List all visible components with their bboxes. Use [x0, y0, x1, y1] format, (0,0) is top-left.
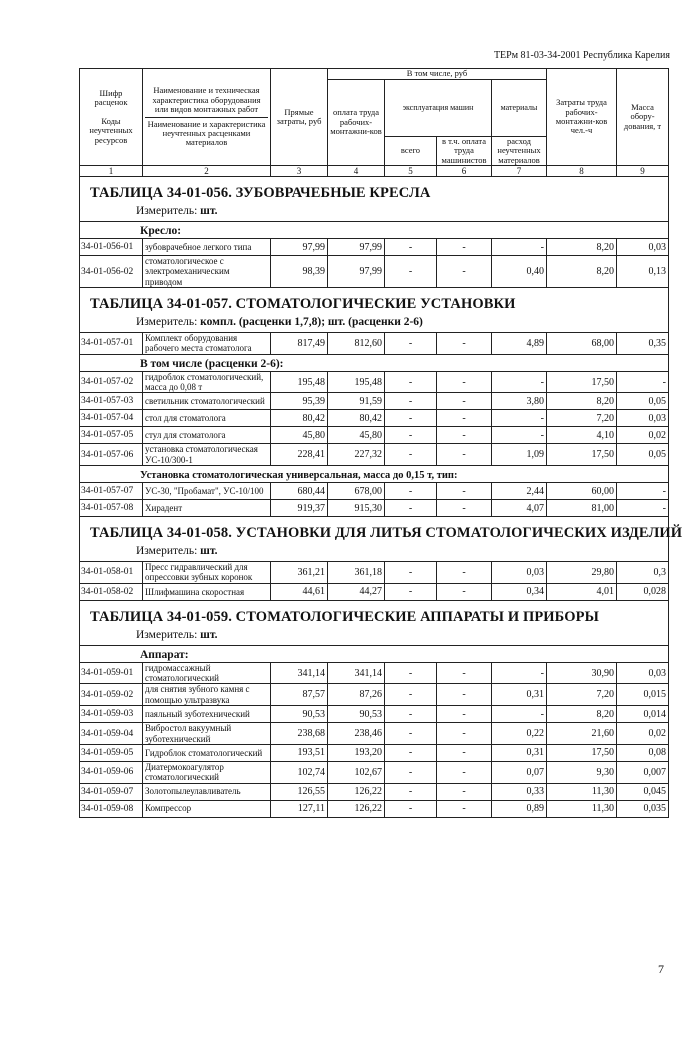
- row-code: 34-01-058-01: [80, 562, 143, 584]
- row-wages: 87,26: [328, 684, 385, 706]
- header-name: Наименование и техническая характеристика оборудования или видов монтажных работ Наименование и характеристика неучтенных расценками материалов: [143, 69, 271, 166]
- row-machines: -: [385, 662, 437, 684]
- row-labor: 8,20: [547, 706, 617, 723]
- row-code: 34-01-057-03: [80, 393, 143, 410]
- row-machines: -: [385, 256, 437, 288]
- row-code: 34-01-059-05: [80, 744, 143, 761]
- row-name: Шлифмашина скоростная: [143, 583, 271, 600]
- row-mass: 0,05: [617, 393, 669, 410]
- document-reference: ТЕРм 81-03-34-2001 Республика Карелия: [493, 50, 670, 61]
- row-labor: 7,20: [547, 410, 617, 427]
- row-code: 34-01-057-06: [80, 444, 143, 466]
- row-labor: 9,30: [547, 761, 617, 783]
- row-machinist-wages: -: [437, 706, 492, 723]
- header-materials-cost: расход неучтенных материалов: [492, 136, 547, 165]
- row-labor: 11,30: [547, 783, 617, 800]
- table-subheader: Аппарат:: [80, 645, 669, 662]
- row-machines: -: [385, 783, 437, 800]
- row-materials: 0,31: [492, 744, 547, 761]
- row-machines: -: [385, 393, 437, 410]
- row-labor: 29,80: [547, 562, 617, 584]
- row-labor: 7,20: [547, 684, 617, 706]
- row-name: Комплект оборудования рабочего места стоматолога: [143, 333, 271, 355]
- row-materials: 3,80: [492, 393, 547, 410]
- row-machinist-wages: -: [437, 427, 492, 444]
- section-title: ТАБЛИЦА 34-01-059. СТОМАТОЛОГИЧЕСКИЕ АППАРАТЫ И ПРИБОРЫ: [90, 608, 599, 625]
- row-machines: -: [385, 239, 437, 256]
- header-machinist-wages: в т.ч. оплата труда машинистов: [437, 136, 492, 165]
- row-code: 34-01-059-07: [80, 783, 143, 800]
- row-materials: 4,07: [492, 500, 547, 517]
- column-numbers-row: 1 2 3 4 5 6 7 8 9: [80, 166, 669, 177]
- row-machinist-wages: -: [437, 783, 492, 800]
- row-wages: 126,22: [328, 783, 385, 800]
- row-name: УС-30, "Пробамат", УС-10/100: [143, 483, 271, 500]
- row-machinist-wages: -: [437, 800, 492, 817]
- row-direct: 102,74: [271, 761, 328, 783]
- table-row: [80, 371, 669, 393]
- row-machinist-wages: -: [437, 723, 492, 745]
- row-machinist-wages: -: [437, 562, 492, 584]
- row-name: стул для стоматолога: [143, 427, 271, 444]
- row-name: зубоврачебное легкого типа: [143, 239, 271, 256]
- row-labor: 8,20: [547, 256, 617, 288]
- row-materials: 0,22: [492, 723, 547, 745]
- header-machines-total: всего: [385, 136, 437, 165]
- row-materials: 4,89: [492, 333, 547, 355]
- section-measure: Измеритель: шт.: [136, 545, 218, 558]
- row-mass: 0,02: [617, 427, 669, 444]
- row-machines: -: [385, 562, 437, 584]
- row-wages: 44,27: [328, 583, 385, 600]
- row-materials: 0,03: [492, 562, 547, 584]
- row-name: для снятия зубного камня с помощью ультразвука: [143, 684, 271, 706]
- row-name: Вибростол вакуумный зуботехнический: [143, 723, 271, 745]
- row-wages: 80,42: [328, 410, 385, 427]
- row-mass: 0,028: [617, 583, 669, 600]
- row-mass: 0,08: [617, 744, 669, 761]
- row-name: паяльный зуботехнический: [143, 706, 271, 723]
- row-machinist-wages: -: [437, 256, 492, 288]
- row-materials: -: [492, 239, 547, 256]
- row-code: 34-01-059-04: [80, 723, 143, 745]
- row-materials: -: [492, 410, 547, 427]
- row-code: 34-01-056-01: [80, 239, 143, 256]
- row-machines: -: [385, 684, 437, 706]
- row-mass: 0,35: [617, 333, 669, 355]
- row-machines: -: [385, 761, 437, 783]
- row-direct: 361,21: [271, 562, 328, 584]
- row-mass: 0,035: [617, 800, 669, 817]
- row-machinist-wages: -: [437, 410, 492, 427]
- row-machines: -: [385, 723, 437, 745]
- row-labor: 11,30: [547, 800, 617, 817]
- row-materials: -: [492, 706, 547, 723]
- header-code: Шифр расценок Коды неучтенных ресурсов: [80, 69, 143, 166]
- table-row: [80, 706, 669, 723]
- row-mass: -: [617, 371, 669, 393]
- row-mass: 0,03: [617, 239, 669, 256]
- row-direct: 127,11: [271, 800, 328, 817]
- table-subheader: В том числе (расценки 2-6):: [80, 354, 669, 371]
- header-mass: Масса обору-дования, т: [617, 69, 669, 166]
- row-wages: 195,48: [328, 371, 385, 393]
- header-materials-group: материалы: [492, 80, 547, 137]
- row-direct: 238,68: [271, 723, 328, 745]
- row-mass: 0,3: [617, 562, 669, 584]
- row-labor: 21,60: [547, 723, 617, 745]
- row-direct: 97,99: [271, 239, 328, 256]
- row-machines: -: [385, 483, 437, 500]
- row-code: 34-01-058-02: [80, 583, 143, 600]
- row-direct: 228,41: [271, 444, 328, 466]
- table-row: [80, 444, 669, 466]
- section-title: ТАБЛИЦА 34-01-057. СТОМАТОЛОГИЧЕСКИЕ УСТАНОВКИ: [90, 296, 516, 313]
- row-mass: 0,03: [617, 662, 669, 684]
- row-machinist-wages: -: [437, 583, 492, 600]
- row-wages: 97,99: [328, 239, 385, 256]
- table-row: [80, 333, 669, 355]
- row-direct: 126,55: [271, 783, 328, 800]
- row-code: 34-01-059-03: [80, 706, 143, 723]
- row-code: 34-01-057-04: [80, 410, 143, 427]
- row-mass: -: [617, 500, 669, 517]
- row-code: 34-01-057-05: [80, 427, 143, 444]
- section-title: ТАБЛИЦА 34-01-058. УСТАНОВКИ ДЛЯ ЛИТЬЯ СТОМАТОЛОГИЧЕСКИХ ИЗДЕЛИЙ: [90, 525, 683, 542]
- row-code: 34-01-057-07: [80, 483, 143, 500]
- row-machines: -: [385, 744, 437, 761]
- header-including: В том числе, руб: [328, 69, 547, 80]
- header-wages: оплата труда рабочих-монтажни-ков: [328, 80, 385, 166]
- row-labor: 68,00: [547, 333, 617, 355]
- row-code: 34-01-057-01: [80, 333, 143, 355]
- row-code: 34-01-059-02: [80, 684, 143, 706]
- table-row: [80, 410, 669, 427]
- row-labor: 8,20: [547, 393, 617, 410]
- row-name: гидромассажный стоматологический: [143, 662, 271, 684]
- row-machines: -: [385, 333, 437, 355]
- table-subheader: Кресло:: [80, 222, 669, 239]
- table-subheader: Установка стоматологическая универсальная, масса до 0,15 т, тип:: [80, 466, 669, 483]
- row-wages: 238,46: [328, 723, 385, 745]
- row-name: гидроблок стоматологический, масса до 0,08 т: [143, 371, 271, 393]
- row-materials: 0,40: [492, 256, 547, 288]
- section-measure: Измеритель: шт.: [136, 628, 218, 641]
- table-row: [80, 662, 669, 684]
- row-materials: 0,07: [492, 761, 547, 783]
- table-row: [80, 684, 669, 706]
- row-machinist-wages: -: [437, 662, 492, 684]
- header-labor: Затраты труда рабочих-монтажни-ков чел.-ч: [547, 69, 617, 166]
- row-machinist-wages: -: [437, 371, 492, 393]
- row-machinist-wages: -: [437, 393, 492, 410]
- row-mass: -: [617, 483, 669, 500]
- row-materials: 2,44: [492, 483, 547, 500]
- row-materials: -: [492, 371, 547, 393]
- row-wages: 90,53: [328, 706, 385, 723]
- header-machines: эксплуатация машин: [385, 80, 492, 137]
- row-materials: 1,09: [492, 444, 547, 466]
- row-wages: 361,18: [328, 562, 385, 584]
- table-row: [80, 761, 669, 783]
- row-direct: 195,48: [271, 371, 328, 393]
- row-wages: 193,20: [328, 744, 385, 761]
- row-materials: -: [492, 427, 547, 444]
- row-direct: 341,14: [271, 662, 328, 684]
- row-direct: 98,39: [271, 256, 328, 288]
- price-table: [79, 68, 683, 818]
- row-name: Гидроблок стоматологический: [143, 744, 271, 761]
- row-direct: 45,80: [271, 427, 328, 444]
- row-name: Хирадент: [143, 500, 271, 517]
- row-code: 34-01-057-08: [80, 500, 143, 517]
- row-machines: -: [385, 427, 437, 444]
- row-wages: 45,80: [328, 427, 385, 444]
- row-mass: 0,007: [617, 761, 669, 783]
- row-wages: 102,67: [328, 761, 385, 783]
- row-name: Пресс гидравлический для опрессовки зубных коронок: [143, 562, 271, 584]
- row-direct: 80,42: [271, 410, 328, 427]
- row-wages: 915,30: [328, 500, 385, 517]
- row-machines: -: [385, 583, 437, 600]
- row-machinist-wages: -: [437, 483, 492, 500]
- row-direct: 817,49: [271, 333, 328, 355]
- table-row: [80, 783, 669, 800]
- table-section-header: [80, 600, 669, 645]
- table-row: [80, 483, 669, 500]
- row-code: 34-01-059-01: [80, 662, 143, 684]
- row-wages: 678,00: [328, 483, 385, 500]
- section-measure: Измеритель: компл. (расценки 1,7,8); шт. (расценки 2-6): [136, 316, 423, 329]
- table-row: [80, 562, 669, 584]
- row-labor: 4,01: [547, 583, 617, 600]
- row-labor: 30,90: [547, 662, 617, 684]
- row-direct: 95,39: [271, 393, 328, 410]
- row-direct: 193,51: [271, 744, 328, 761]
- row-name: Диатермокоагулятор стоматологический: [143, 761, 271, 783]
- row-machinist-wages: -: [437, 744, 492, 761]
- table-section-header: [80, 517, 669, 562]
- row-mass: 0,02: [617, 723, 669, 745]
- section-measure: Измеритель: шт.: [136, 205, 218, 217]
- row-direct: 919,37: [271, 500, 328, 517]
- row-mass: 0,13: [617, 256, 669, 288]
- row-materials: 0,31: [492, 684, 547, 706]
- row-machines: -: [385, 706, 437, 723]
- row-machinist-wages: -: [437, 333, 492, 355]
- row-mass: 0,045: [617, 783, 669, 800]
- row-code: 34-01-057-02: [80, 371, 143, 393]
- row-machines: -: [385, 410, 437, 427]
- table-row: [80, 393, 669, 410]
- row-materials: 0,34: [492, 583, 547, 600]
- row-code: 34-01-059-08: [80, 800, 143, 817]
- row-machinist-wages: -: [437, 684, 492, 706]
- table-row: [80, 744, 669, 761]
- section-title: ТАБЛИЦА 34-01-056. ЗУБОВРАЧЕБНЫЕ КРЕСЛА: [90, 185, 431, 201]
- row-wages: 97,99: [328, 256, 385, 288]
- row-machinist-wages: -: [437, 500, 492, 517]
- row-machinist-wages: -: [437, 239, 492, 256]
- row-machinist-wages: -: [437, 444, 492, 466]
- row-name: стоматологическое с электромеханическим приводом: [143, 256, 271, 288]
- table-row: [80, 500, 669, 517]
- table-section-header: [80, 288, 669, 333]
- table-row: [80, 583, 669, 600]
- row-materials: 0,89: [492, 800, 547, 817]
- row-name: светильник стоматологический: [143, 393, 271, 410]
- row-mass: 0,05: [617, 444, 669, 466]
- row-mass: 0,03: [617, 410, 669, 427]
- row-name: установка стоматологическая УС-10/300-1: [143, 444, 271, 466]
- row-mass: 0,014: [617, 706, 669, 723]
- header-direct-costs: Прямые затраты, руб: [271, 69, 328, 166]
- row-mass: 0,015: [617, 684, 669, 706]
- row-direct: 680,44: [271, 483, 328, 500]
- row-labor: 17,50: [547, 444, 617, 466]
- row-materials: 0,33: [492, 783, 547, 800]
- table-row: [80, 427, 669, 444]
- row-direct: 87,57: [271, 684, 328, 706]
- table-row: [80, 800, 669, 817]
- row-name: Компрессор: [143, 800, 271, 817]
- table-row: [80, 239, 669, 256]
- row-direct: 44,61: [271, 583, 328, 600]
- row-machines: -: [385, 800, 437, 817]
- row-machines: -: [385, 444, 437, 466]
- table-row: [80, 723, 669, 745]
- row-labor: 8,20: [547, 239, 617, 256]
- row-wages: 341,14: [328, 662, 385, 684]
- row-labor: 17,50: [547, 744, 617, 761]
- row-code: 34-01-056-02: [80, 256, 143, 288]
- page-number: 7: [658, 962, 664, 976]
- row-wages: 126,22: [328, 800, 385, 817]
- row-wages: 227,32: [328, 444, 385, 466]
- row-materials: -: [492, 662, 547, 684]
- row-labor: 60,00: [547, 483, 617, 500]
- row-labor: 4,10: [547, 427, 617, 444]
- row-name: Золотопылеулавливатель: [143, 783, 271, 800]
- table-row: [80, 256, 669, 288]
- row-machines: -: [385, 500, 437, 517]
- table-section-header: [80, 177, 669, 222]
- row-name: стол для стоматолога: [143, 410, 271, 427]
- row-machines: -: [385, 371, 437, 393]
- row-wages: 812,60: [328, 333, 385, 355]
- row-direct: 90,53: [271, 706, 328, 723]
- row-machinist-wages: -: [437, 761, 492, 783]
- row-code: 34-01-059-06: [80, 761, 143, 783]
- row-wages: 91,59: [328, 393, 385, 410]
- row-labor: 17,50: [547, 371, 617, 393]
- row-labor: 81,00: [547, 500, 617, 517]
